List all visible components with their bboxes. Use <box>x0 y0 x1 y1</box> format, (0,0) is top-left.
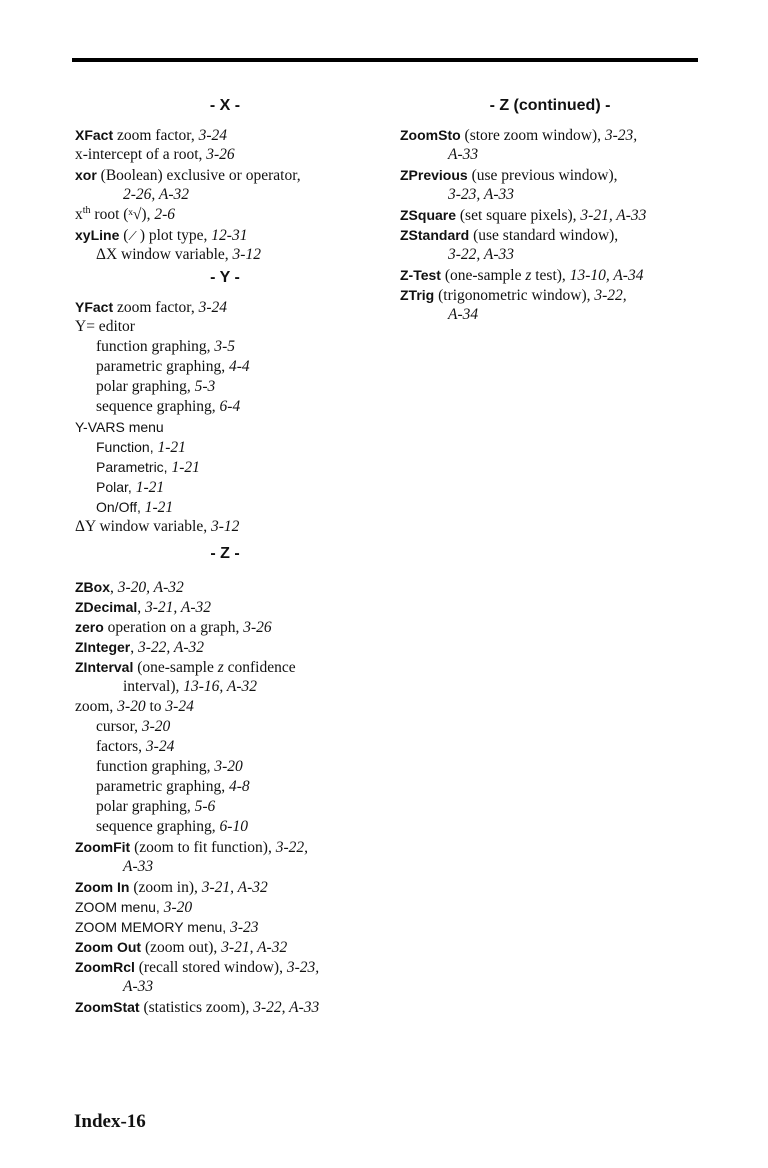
page-ref[interactable]: 3-24 <box>145 738 175 755</box>
page-ref[interactable]: 13-10, A-34 <box>569 267 644 284</box>
index-subentry-onoff: On/Off, 1-21 <box>96 499 174 516</box>
index-subentry-zoom-polar-graphing: polar graphing, 5-6 <box>96 798 216 815</box>
index-entry-zoom-menu: ZOOM menu, 3-20 <box>75 899 193 916</box>
index-entry-delta-y: ΔY window variable, 3-12 <box>75 518 240 535</box>
right-column <box>400 93 705 325</box>
page-ref[interactable]: 1-21 <box>171 459 200 476</box>
index-entry-x-intercept: x-intercept of a root, 3-26 <box>75 146 235 163</box>
page-ref[interactable]: 13-16, A-32 <box>183 678 258 695</box>
index-entry-zstandard: ZStandard (use standard window), <box>400 227 619 244</box>
page-ref[interactable]: 3-24 <box>198 127 228 144</box>
page-ref[interactable]: 3-12 <box>232 246 261 263</box>
index-entry-zsquare: ZSquare (set square pixels), 3-21, A-33 <box>400 207 647 224</box>
index-entry-xor: xor (Boolean) exclusive or operator, <box>75 167 301 184</box>
index-entry-delta-x: ΔX window variable, 3-12 <box>96 246 261 263</box>
page-ref[interactable]: 3-21, A-32 <box>145 599 212 616</box>
page-ref[interactable]: 3-22, A-33 <box>253 999 320 1016</box>
page-ref[interactable]: 3-24 <box>165 698 194 715</box>
left-column <box>75 93 395 1017</box>
index-entry-xor-continued <box>75 185 395 205</box>
index-entry-y-vars-menu: Y-VARS menu <box>75 419 164 435</box>
page-ref[interactable]: 3-21, A-32 <box>221 939 288 956</box>
section-header-z-continued: - Z (continued) - <box>489 97 611 114</box>
page-ref[interactable]: 3-22, <box>594 287 627 304</box>
index-subentry-zoom-parametric-graphing: parametric graphing, 4-8 <box>96 778 250 795</box>
index-subentry-parametric: Parametric, 1-21 <box>96 459 200 476</box>
index-entry-zoomfit: ZoomFit (zoom to fit function), 3-22, <box>75 839 309 856</box>
page-ref[interactable]: 3-5 <box>214 338 236 355</box>
index-subentry-polar: Polar, 1-21 <box>96 479 165 496</box>
index-entry-yfact: YFact zoom factor, 3-24 <box>75 299 228 316</box>
index-entry-y-editor: Y= editor <box>75 318 135 335</box>
page-ref[interactable]: 1-21 <box>144 499 174 516</box>
page-ref[interactable]: 3-20 <box>141 718 171 735</box>
page-ref[interactable]: 3-22, <box>275 839 309 856</box>
page-ref[interactable]: 6-10 <box>219 818 248 835</box>
index-entry-zoomfit-continued <box>75 857 395 877</box>
index-entry-zdecimal: ZDecimal, 3-21, A-32 <box>75 599 212 616</box>
page-ref[interactable]: 3-12 <box>210 518 240 535</box>
page-ref[interactable]: 3-24 <box>198 299 228 316</box>
index-subentry-zoom-sequence-graphing: sequence graphing, 6-10 <box>96 818 248 835</box>
page-ref[interactable]: 5-3 <box>194 378 216 395</box>
xyline-plot-icon: ⟋ <box>128 229 140 243</box>
index-entry-zprevious: ZPrevious (use previous window), <box>400 167 618 184</box>
page-ref[interactable]: 3-23, A-33 <box>448 186 515 203</box>
page-ref[interactable]: A-33 <box>123 858 154 875</box>
page-ref[interactable]: 3-20 <box>117 698 146 715</box>
index-entry-zinterval: ZInterval (one-sample z confidence <box>75 659 296 676</box>
index-entry-zoomrcl-continued <box>75 977 395 997</box>
index-entry-xfact: XFact zoom factor, 3-24 <box>75 127 228 144</box>
section-header-x: - X - <box>209 97 241 114</box>
index-entry-zprevious-continued <box>400 185 705 205</box>
page-ref[interactable]: A-34 <box>448 306 479 323</box>
index-entry-zoom-memory-menu: ZOOM MEMORY menu, 3-23 <box>75 919 259 936</box>
page-ref[interactable]: 3-20 <box>163 899 193 916</box>
page-ref[interactable]: 3-21, A-33 <box>580 207 647 224</box>
page-ref[interactable]: 1-21 <box>135 479 165 496</box>
page-ref[interactable]: 3-20, A-32 <box>117 579 184 596</box>
index-entry-zoomstat: ZoomStat (statistics zoom), 3-22, A-33 <box>75 999 320 1016</box>
index-subentry-function-graphing: function graphing, 3-5 <box>96 338 236 355</box>
index-subentry-parametric-graphing: parametric graphing, 4-4 <box>96 358 250 375</box>
index-entry-zoomsto-continued <box>400 145 705 165</box>
index-subentry-zoom-function-graphing: function graphing, 3-20 <box>96 758 243 775</box>
section-header-y: - Y - <box>210 269 240 286</box>
index-subentry-cursor: cursor, 3-20 <box>96 718 171 735</box>
index-entry-zoom: zoom, 3-20 to 3-24 <box>75 698 194 715</box>
page-ref[interactable]: 3-23 <box>230 919 259 936</box>
index-subentry-factors: factors, 3-24 <box>96 738 175 755</box>
index-entry-zoom-out: Zoom Out (zoom out), 3-21, A-32 <box>75 939 288 956</box>
top-rule <box>72 58 698 62</box>
page-ref[interactable]: 1-21 <box>157 439 186 456</box>
index-entry-zero: zero operation on a graph, 3-26 <box>75 619 272 636</box>
index-entry-z-test: Z-Test (one-sample z test), 13-10, A-34 <box>400 267 644 284</box>
index-subentry-polar-graphing: polar graphing, 5-3 <box>96 378 216 395</box>
page-ref[interactable]: 12-31 <box>211 227 248 244</box>
page-ref[interactable]: A-33 <box>123 978 154 995</box>
xroot-glyph-icon: ˣ√ <box>128 206 142 223</box>
page-ref[interactable]: 3-26 <box>206 146 235 163</box>
index-entry-zoomsto: ZoomSto (store zoom window), 3-23, <box>400 127 638 144</box>
index-entry-ztrig: ZTrig (trigonometric window), 3-22, <box>400 287 627 304</box>
page-ref[interactable]: 6-4 <box>219 398 241 415</box>
page-ref[interactable]: A-33 <box>448 146 479 163</box>
index-entry-ztrig-continued <box>400 305 705 325</box>
index-entry-zoomrcl: ZoomRcl (recall stored window), 3-23, <box>75 959 320 976</box>
page-ref[interactable]: 4-8 <box>228 778 250 795</box>
page-ref[interactable]: 3-22, A-33 <box>448 246 515 263</box>
page-ref[interactable]: 3-23, <box>286 959 320 976</box>
index-subentry-function: Function, 1-21 <box>96 439 186 456</box>
page-ref[interactable]: 2-6 <box>154 206 176 223</box>
page-ref[interactable]: 3-26 <box>243 619 272 636</box>
index-entry-zbox: ZBox, 3-20, A-32 <box>75 579 184 596</box>
index-entry-zinterval-continued: interval), 13-16, A-32 <box>123 678 258 695</box>
page-ref[interactable]: 2-26, A-32 <box>123 186 190 203</box>
page-footer-label: Index-16 <box>74 1111 146 1132</box>
page-ref[interactable]: 5-6 <box>194 798 216 815</box>
index-entry-zinteger: ZInteger, 3-22, A-32 <box>75 639 204 656</box>
page-ref[interactable]: 3-23, <box>604 127 638 144</box>
index-entry-xyline: xyLine (⟋ ) plot type, 12-31 <box>75 227 248 244</box>
section-header-z: - Z - <box>210 545 240 562</box>
page-ref[interactable]: 4-4 <box>228 358 250 375</box>
index-entry-zstandard-continued <box>400 245 705 265</box>
page-ref[interactable]: 3-20 <box>214 758 243 775</box>
index-entry-xth-root: $x^{th}$ root (ˣ√), 2-6 <box>75 204 176 223</box>
index-subentry-sequence-graphing: sequence graphing, 6-4 <box>96 398 241 415</box>
page-ref[interactable]: 3-22, A-32 <box>137 639 204 656</box>
index-entry-zoom-in: Zoom In (zoom in), 3-21, A-32 <box>75 879 268 896</box>
page-ref[interactable]: 3-21, A-32 <box>201 879 268 896</box>
